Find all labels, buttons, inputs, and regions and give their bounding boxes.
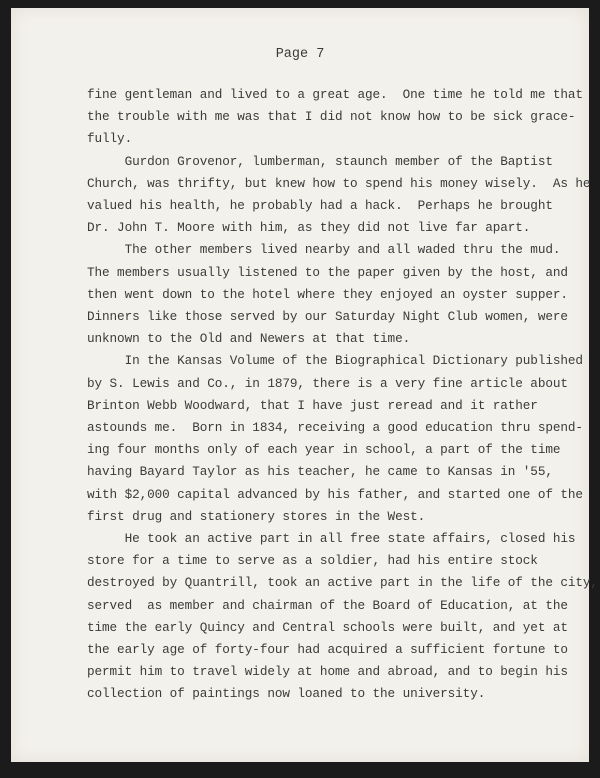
text-line: having Bayard Taylor as his teacher, he came to Kansas in '55,	[87, 464, 553, 480]
text-line: Church, was thrifty, but knew how to spend his money wisely. As he	[87, 175, 591, 191]
text-line: Gurdon Grovenor, lumberman, staunch member of the Baptist	[87, 153, 553, 169]
text-line: The members usually listened to the paper given by the host, and	[87, 264, 568, 280]
text-line: unknown to the Old and Newers at that time.	[87, 331, 411, 347]
text-line: store for a time to serve as a soldier, had his entire stock	[87, 553, 538, 569]
body-text	[87, 84, 598, 706]
text-line: ing four months only of each year in school, a part of the time	[87, 442, 561, 458]
page-number-header: Page 7	[275, 47, 325, 62]
text-line: The other members lived nearby and all waded thru the mud.	[87, 242, 561, 258]
text-line: Dinners like those served by our Saturday Night Club women, were	[87, 309, 568, 325]
text-line: destroyed by Quantrill, took an active part in the life of the city,	[87, 575, 598, 591]
document-page	[11, 8, 598, 762]
text-line: He took an active part in all free state affairs, closed his	[87, 531, 576, 547]
text-line: the trouble with me was that I did not know how to be sick grace-	[87, 109, 576, 125]
text-line: valued his health, he probably had a hack. Perhaps he brought	[87, 198, 553, 214]
text-line: by S. Lewis and Co., in 1879, there is a very fine article about	[87, 375, 568, 391]
text-line: Dr. John T. Moore with him, as they did not live far apart.	[87, 220, 531, 236]
text-line: served as member and chairman of the Board of Education, at the	[87, 597, 568, 613]
text-line: astounds me. Born in 1834, receiving a good education thru spend-	[87, 420, 583, 436]
text-line: permit him to travel widely at home and abroad, and to begin his	[87, 664, 568, 680]
text-line: fine gentleman and lived to a great age. One time he told me that	[87, 87, 583, 102]
text-line: first drug and stationery stores in the West.	[87, 508, 426, 524]
text-line: with $2,000 capital advanced by his father, and started one of the	[87, 486, 583, 502]
text-line: In the Kansas Volume of the Biographical Dictionary published	[87, 353, 583, 369]
text-line: fully.	[87, 131, 133, 147]
text-line: the early age of forty-four had acquired a sufficient fortune to	[87, 642, 568, 658]
text-line: Brinton Webb Woodward, that I have just reread and it rather	[87, 397, 538, 413]
text-line: collection of paintings now loaned to the university.	[87, 686, 486, 702]
text-line: then went down to the hotel where they enjoyed an oyster supper.	[87, 286, 568, 302]
text-line: time the early Quincy and Central schools were built, and yet at	[87, 619, 568, 635]
